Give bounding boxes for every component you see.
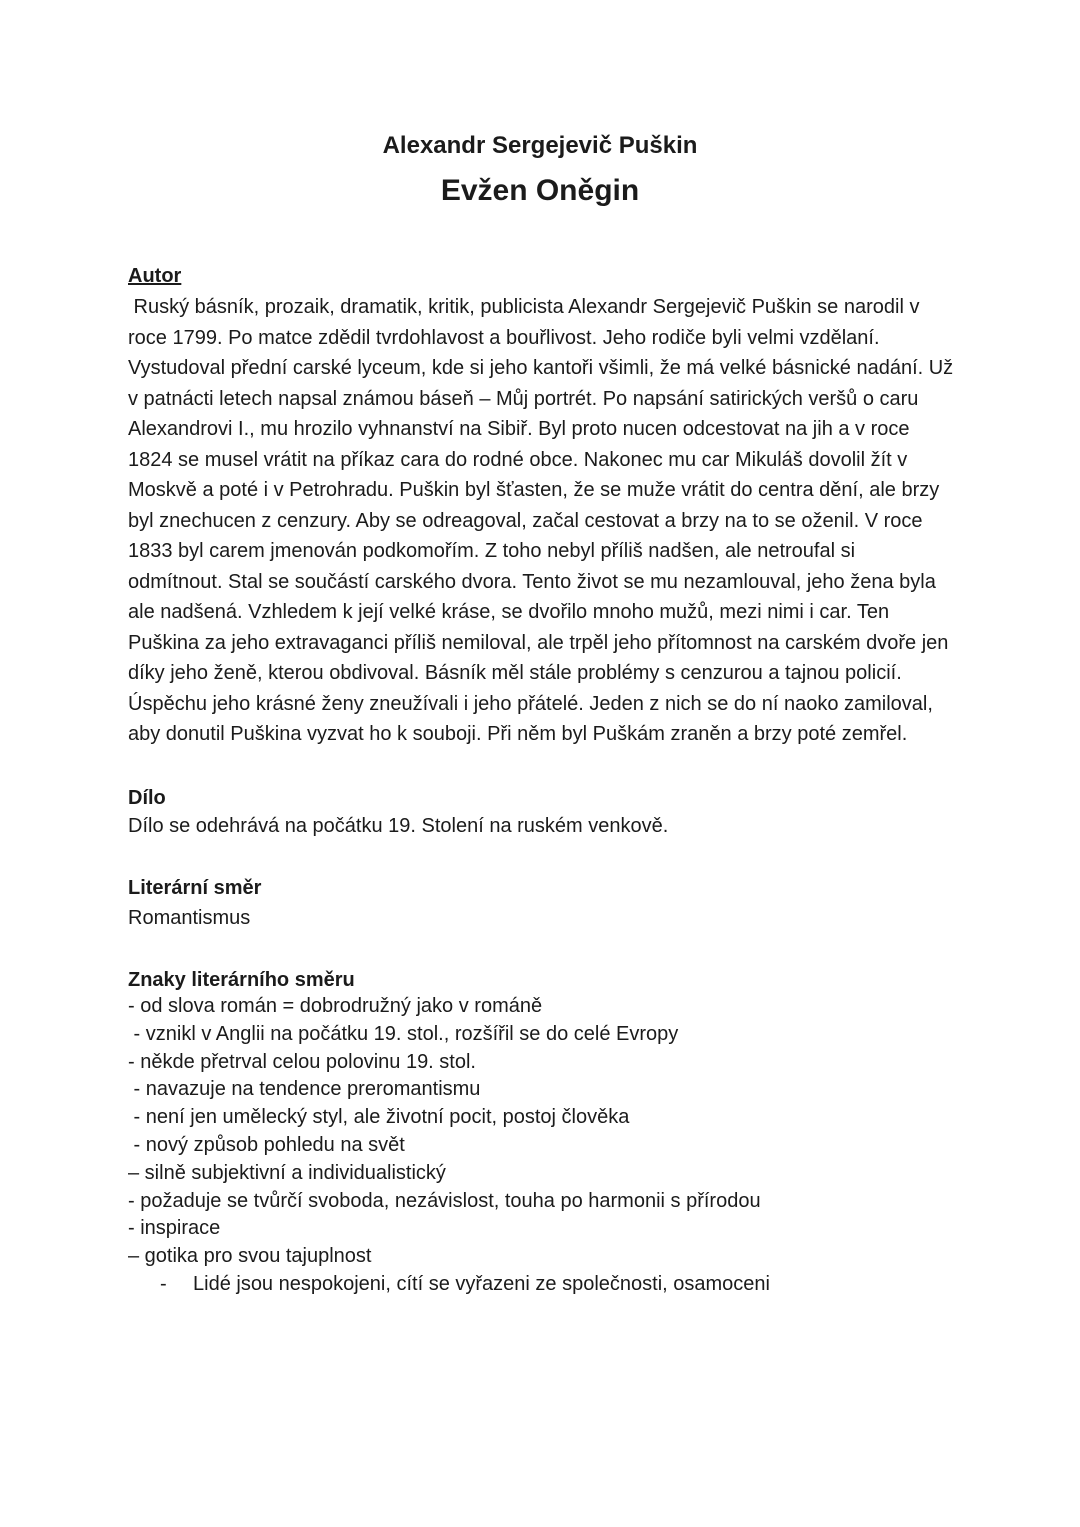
paragraph-line: byl znechucen z cenzury. Aby se odreagoval, začal cestovat a brzy na to se oženil. V roce [128,509,923,532]
paragraph-line: Alexandrovi I., mu hrozilo vyhnanství na Sibiř. Byl proto nucen odcestovat na jih a v roce [128,418,910,440]
list-item: - požaduje se tvůrčí svoboda, nezávislost, touha po harmonii s přírodou [128,1189,761,1212]
list-item: - od slova román = dobrodružný jako v románě [128,995,543,1017]
list-item: - nový způsob pohledu na svět [128,1133,405,1156]
list-item: - někde přetrval celou polovinu 19. stol. [128,1050,476,1073]
dilo-text: Dílo se odehrává na počátku 19. Stolení na ruském venkově. [128,815,669,837]
paragraph-line: Úspěchu jeho krásné ženy zneužívali i jeho přátelé. Jeden z nich se do ní naoko zamiloval, [128,692,933,715]
znaky-list [128,993,761,1271]
heading-autor: Autor [128,265,182,287]
heading-literarni-smer: Literární směr [128,877,262,899]
list-item: – silně subjektivní a individualistický [128,1161,446,1184]
paragraph-line: Ruský básník, prozaik, dramatik, kritik, publicista Alexandr Sergejevič Puškin se narodil v [128,296,920,318]
paragraph-line: Puškina za jeho extravaganci příliš nemiloval, ale trpěl jeho přítomnost na carském dvoře jen [128,631,949,654]
paragraph-line: odmítnout. Stal se součástí carského dvora. Tento život se mu nezamlouval, jeho žena byla [128,570,936,593]
sub-item-dash: - [160,1273,167,1295]
paragraph-line: 1833 byl carem jmenován podkomořím. Z toho nebyl příliš nadšen, ale netroufal si [128,540,856,562]
heading-znaky: Znaky literárního směru [128,969,355,991]
autor-paragraph [128,292,953,750]
document-title: Alexandr Sergejevič Puškin [382,132,698,159]
paragraph-line: Vystudoval přední carské lyceum, kde si jeho kantoři všimli, že má velké básnické nadání. Už [128,357,954,379]
paragraph-line: Moskvě a poté i v Petrohradu. Puškin byl šťasten, že se muže vrátit do centra dění, ale brzy [128,479,940,501]
list-item: - vznikl v Anglii na počátku 19. stol., rozšířil se do celé Evropy [128,1022,679,1045]
document-subtitle: Evžen Oněgin [440,174,640,207]
paragraph-line: aby donutil Puškina vyzvat ho k souboji. Při něm byl Puškám zraněn a brzy poté zemřel. [128,723,908,745]
list-item: - navazuje na tendence preromantismu [128,1078,481,1101]
paragraph-line: ale nadšená. Vzhledem k její velké kráse, se dvořilo mnoho mužů, mezi nimi i car. Ten [128,601,890,623]
paragraph-line: v patnácti letech napsal známou báseň – Můj portrét. Po napsání satirických veršů o caru [128,387,919,410]
znaky-sub-item [128,1271,770,1299]
paragraph-line: 1824 se musel vrátit na příkaz cara do rodné obce. Nakonec mu car Mikuláš dovolil žít v [128,448,908,471]
paragraph-line: díky jeho ženě, kterou obdivoval. Básník měl stále problémy s cenzurou a tajnou policií. [128,662,902,684]
list-item: - inspirace [128,1217,221,1240]
sub-item-text: Lidé jsou nespokojeni, cítí se vyřazeni ze společnosti, osamoceni [193,1273,770,1295]
paragraph-line: roce 1799. Po matce zdědil tvrdohlavost a bouřlivost. Jeho rodiče byli velmi vzdělaní. [128,326,880,349]
list-item: – gotika pro svou tajuplnost [128,1245,372,1268]
literarni-smer-text: Romantismus [128,907,251,929]
list-item: - není jen umělecký styl, ale životní pocit, postoj člověka [128,1106,630,1129]
heading-dilo: Dílo [128,787,166,809]
